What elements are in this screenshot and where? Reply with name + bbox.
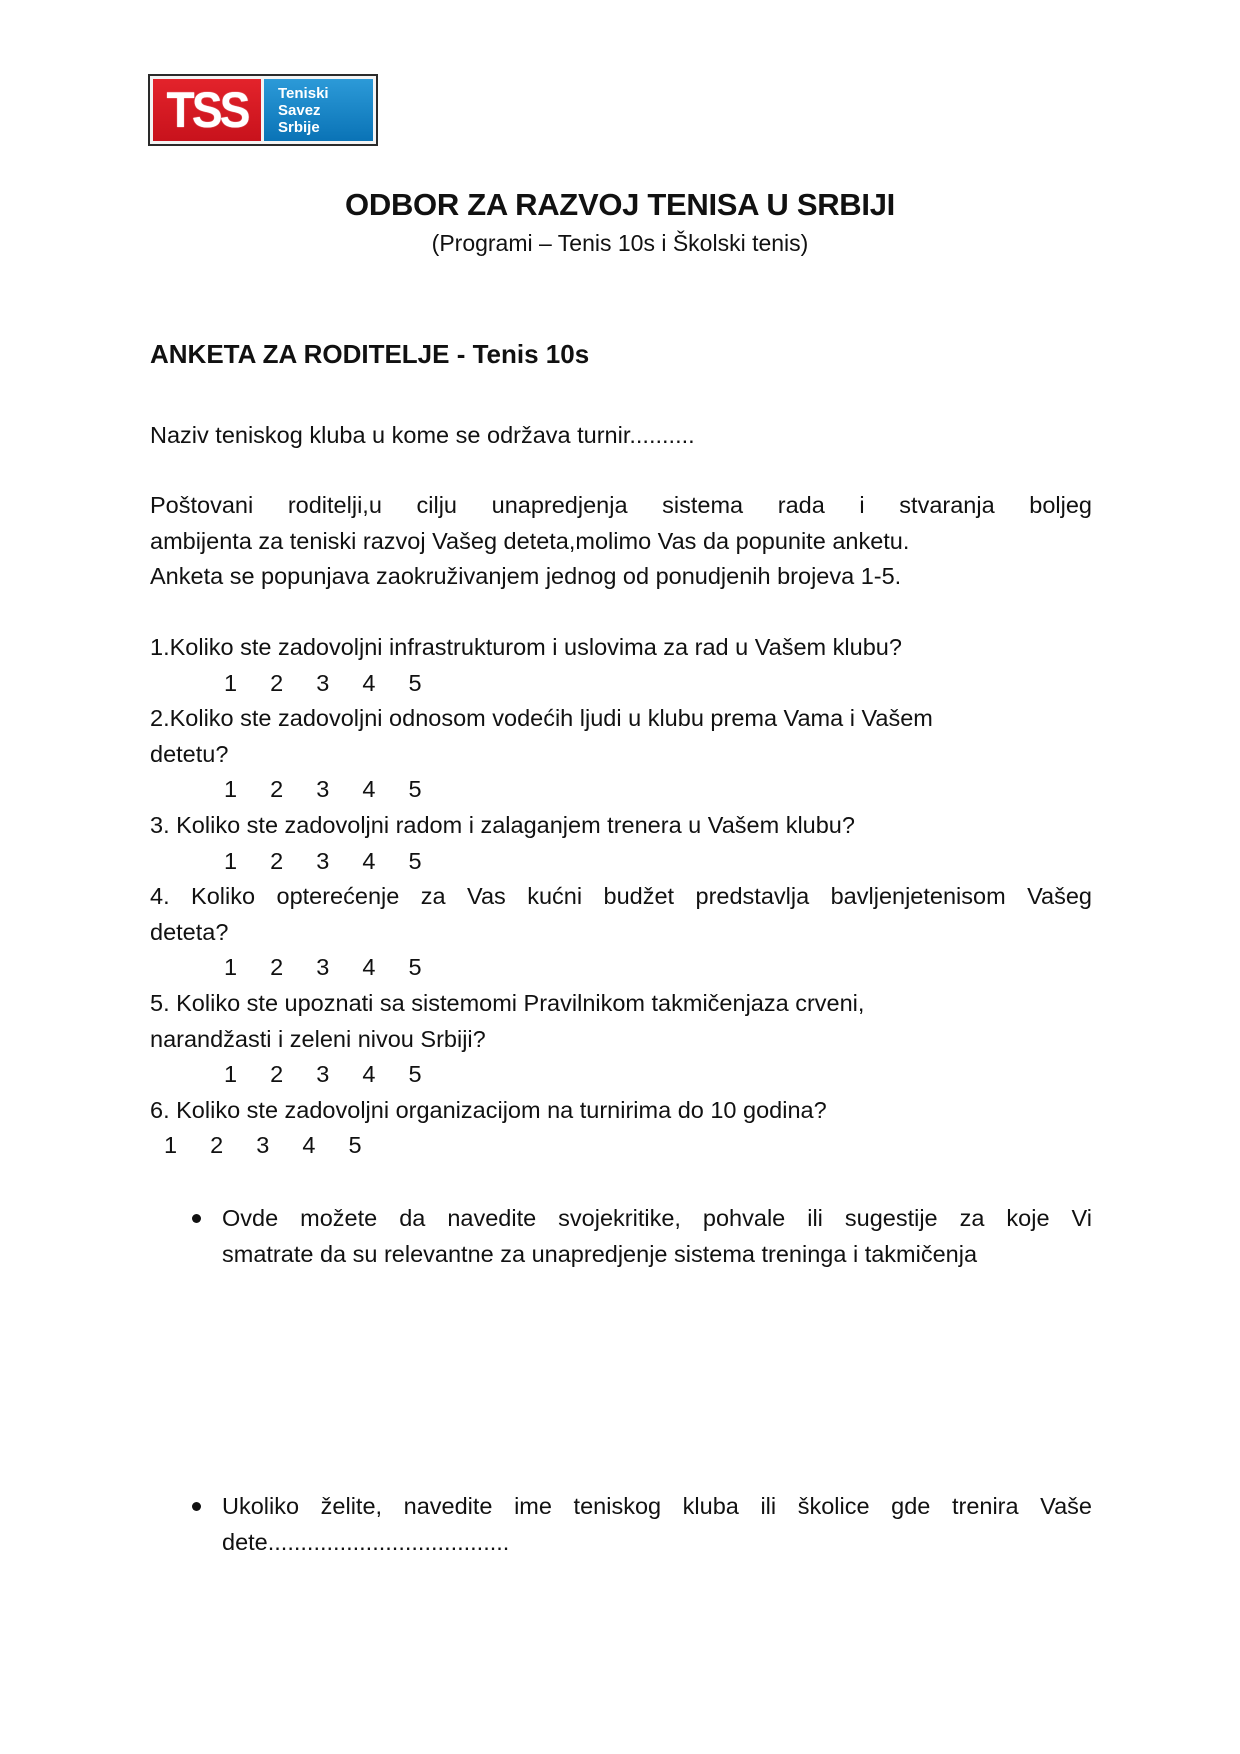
comments-prompt-line-1: Ovde možete da navedite svojekritike, pohvale ili sugestije za koje Vi (222, 1205, 1092, 1231)
club-school-prompt (222, 1489, 1092, 1560)
question-3 (150, 808, 1092, 879)
question-1-scale[interactable]: 1 2 3 4 5 (224, 669, 422, 696)
question-2-text-line-1: 2.Koliko ste zadovoljni odnosom vodećih ljudi u klubu prema Vama i Vašem (150, 705, 933, 732)
intro-line-2: ambijenta za teniski razvoj Vašeg deteta,molimo Vas da popunite anketu. (150, 527, 910, 554)
intro-paragraph (150, 488, 1092, 595)
question-4-scale[interactable]: 1 2 3 4 5 (224, 954, 422, 981)
club-school-prompt-line-2 (222, 1525, 1092, 1561)
question-5-text-line-1: 5. Koliko ste upoznati sa sistemomi Pravilnikom takmičenjaza crveni, (150, 989, 865, 1016)
intro-line-3: Anketa se popunjava zaokruživanjem jednog od ponudjenih brojeva 1-5. (150, 563, 902, 590)
intro-line-1: Poštovani roditelji,u cilju unapredjenja sistema rada i stvaranja boljeg (150, 492, 1092, 518)
question-5-scale[interactable]: 1 2 3 4 5 (224, 1061, 422, 1088)
question-5 (150, 986, 1092, 1093)
logo-abbr: TSS (166, 82, 248, 138)
club-school-prompt-word: dete (222, 1528, 268, 1555)
logo-line-2: Savez (278, 102, 321, 119)
logo-blue-block (264, 79, 373, 141)
question-4 (150, 879, 1092, 986)
question-2-scale[interactable]: 1 2 3 4 5 (224, 776, 422, 803)
club-name-blank[interactable]: .......... (629, 422, 695, 448)
question-4-text-line-1: 4. Koliko opterećenje za Vas kućni budžet predstavlja bavljenjetenisom Vašeg (150, 883, 1092, 910)
question-6 (150, 1093, 1092, 1164)
question-1 (150, 630, 1092, 701)
comments-bullet (188, 1201, 1092, 1272)
document-subtitle: (Programi – Tenis 10s i Školski tenis) (431, 230, 809, 256)
club-school-prompt-line-1: Ukoliko želite, navedite ime teniskog kluba ili školice gde trenira Vaše (222, 1493, 1092, 1519)
logo-line-1: Teniski (278, 85, 329, 102)
question-4-text-line-2: deteta? (150, 918, 229, 945)
question-2-text-line-2: detetu? (150, 740, 229, 767)
logo-red-block (153, 79, 261, 141)
question-3-scale[interactable]: 1 2 3 4 5 (224, 847, 422, 874)
question-6-scale[interactable]: 1 2 3 4 5 (164, 1132, 362, 1159)
club-name-field (150, 418, 1092, 454)
question-3-text: 3. Koliko ste zadovoljni radom i zalaganjem trenera u Vašem klubu? (150, 811, 855, 838)
club-school-bullet (188, 1489, 1092, 1560)
club-school-blank[interactable]: ..................................... (267, 1528, 510, 1555)
logo-line-3: Srbije (278, 119, 320, 136)
club-name-label: Naziv teniskog kluba u kome se održava turnir (150, 422, 630, 448)
question-2 (150, 701, 1092, 808)
question-1-text: 1.Koliko ste zadovoljni infrastrukturom i uslovima za rad u Vašem klubu? (150, 634, 902, 660)
survey-heading: ANKETA ZA RODITELJE - Tenis 10s (150, 339, 590, 369)
bullet-icon (192, 1214, 201, 1223)
question-6-text: 6. Koliko ste zadovoljni organizacijom na turnirima do 10 godina? (150, 1096, 827, 1123)
document-title: ODBOR ZA RAZVOJ TENISA U SRBIJI (345, 187, 895, 222)
questions-list (150, 630, 1092, 1164)
comments-prompt-line-2: smatrate da su relevantne za unapredjenje sistema treninga i takmičenja (222, 1240, 978, 1267)
bullet-icon (192, 1502, 201, 1511)
question-5-text-line-2: narandžasti i zeleni nivou Srbiji? (150, 1025, 486, 1052)
tss-logo (148, 74, 378, 146)
comments-prompt (222, 1201, 1092, 1272)
